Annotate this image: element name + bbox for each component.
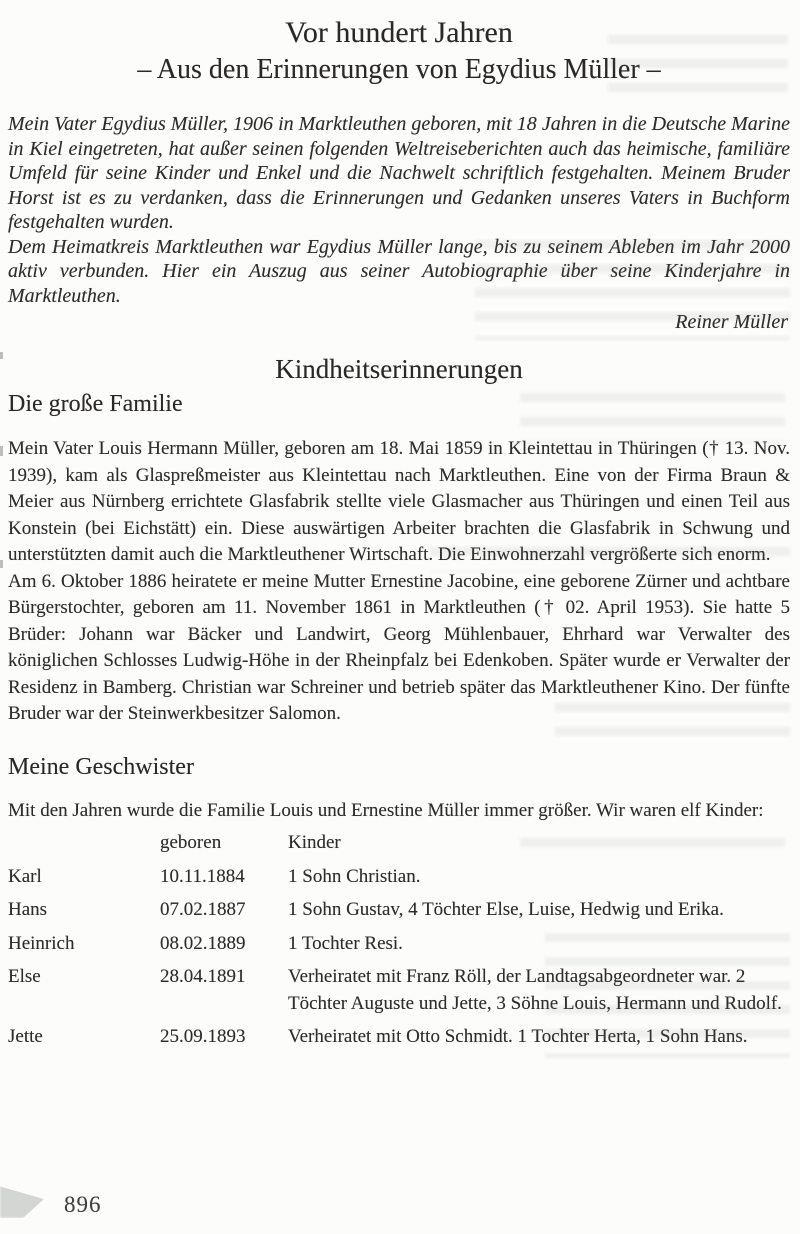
- scan-edge-artifact: [0, 446, 3, 456]
- siblings-header-born-cell: geboren: [160, 832, 222, 853]
- sibling-children-cell: 1 Sohn Christian.: [288, 865, 421, 887]
- siblings-table-header-row: [8, 830, 790, 864]
- sibling-name-cell: Hans: [8, 899, 48, 920]
- siblings-header-children-cell: Kinder: [288, 832, 341, 853]
- sibling-row: [8, 897, 790, 931]
- sibling-row: [8, 1024, 790, 1058]
- geschwister-intro-paragraph: Mit den Jahren wurde die Familie Louis und Ernestine Müller immer größer. Wir waren elf Kinder:: [8, 799, 764, 821]
- intro-paragraph-2: Dem Heimatkreis Marktleuthen war Egydius Müller lange, bis zu seinem Ableben im Jahr 2000 aktiv verbunden. Hier ein Auszug aus seiner Autobiographie über seine Kinderjahre in Marktleuthen.: [8, 235, 790, 307]
- siblings-table-body: [8, 864, 790, 1058]
- siblings-header-name-cell: [8, 830, 160, 864]
- sibling-name-cell: Jette: [8, 1026, 43, 1047]
- page-title: Vor hundert Jahren: [285, 16, 513, 49]
- section-heading-geschwister: Meine Geschwister: [8, 753, 194, 780]
- sibling-children-cell: Verheiratet mit Franz Röll, der Landtagsabgeordneter war. 2 Töchter Auguste und Jette, 3 Söhne Louis, Hermann und Rudolf.: [288, 966, 782, 1014]
- sibling-name-cell: Else: [8, 966, 41, 987]
- sibling-name-cell: Karl: [8, 865, 42, 887]
- sibling-children-cell: 1 Sohn Gustav, 4 Töchter Else, Luise, Hedwig und Erika.: [288, 899, 724, 920]
- sibling-children-cell: Verheiratet mit Otto Schmidt. 1 Tochter Herta, 1 Sohn Hans.: [288, 1026, 748, 1047]
- sibling-name-cell: Heinrich: [8, 932, 75, 954]
- familie-paragraph-2: Am 6. Oktober 1886 heiratete er meine Mutter Ernestine Jacobine, eine geborene Zürner und achtbare Bürgerstochter, geboren am 11. November 1861 in Marktleuthen († 02. April 1953). Sie hatte 5 Brüder: Johann war Bäcker und Landwirt, Georg Mühlenbauer, Ehrhard war Verwalter des königlichen Schlosses Ludwig-Höhe in der Rheinpfalz bei Edenkoben. Später wurde er Verwalter der Residenz in Bamberg. Christian war Schreiner und betrieb später das Marktleuthener Kino. Der fünfte Bruder war der Steinwerkbesitzer Salomon.: [8, 570, 790, 724]
- section-heading-familie: Die große Familie: [8, 391, 183, 417]
- chapter-heading: Kindheitserinnerungen: [275, 354, 523, 384]
- sibling-born-cell: 08.02.1889: [160, 932, 246, 954]
- familie-body: [8, 436, 790, 728]
- geschwister-body: [8, 798, 790, 825]
- sibling-row: [8, 931, 790, 965]
- author-signature: Reiner Müller: [675, 311, 788, 333]
- sibling-born-cell: 10.11.1884: [160, 865, 245, 887]
- sibling-children-cell: 1 Tochter Resi.: [288, 932, 403, 954]
- sibling-born-cell: 28.04.1891: [160, 966, 246, 987]
- familie-paragraph-1: Mein Vater Louis Hermann Müller, geboren am 18. Mai 1859 in Kleintettau in Thüringen († 13. Nov. 1939), kam als Glaspreßmeister aus Kleintettau nach Marktleuthen. Eine von der Firma Braun & Meier aus Nürnberg errichtete Glasfabrik stellte viele Glasmacher aus Thüringen und einen Teil aus Konstein (bei Eichstätt) ein. Diese auswärtigen Arbeiter brachten die Glasfabrik in Schwung und unterstützten damit auch die Marktleuthener Wirtschaft. Die Einwohnerzahl vergrößerte sich enorm.: [8, 438, 790, 565]
- page-subtitle: – Aus den Erinnerungen von Egydius Müller –: [137, 54, 661, 85]
- intro-block: [8, 112, 790, 308]
- page-number: 896: [64, 1192, 102, 1217]
- sibling-row: [8, 964, 790, 1024]
- siblings-table: [8, 830, 790, 1058]
- sibling-born-cell: 25.09.1893: [160, 1026, 246, 1047]
- scan-edge-artifact: [0, 352, 3, 359]
- scan-smudge-artifact: [0, 1176, 44, 1218]
- sibling-row: [8, 864, 790, 898]
- scan-edge-artifact: [0, 560, 3, 568]
- intro-paragraph-1: Mein Vater Egydius Müller, 1906 in Marktleuthen geboren, mit 18 Jahren in die Deutsche Marine in Kiel eingetreten, hat außer seinen folgenden Weltreiseberichten auch das heimische, familiäre Umfeld für seine Kinder und Enkel und die Nachwelt schriftlich festgehalten. Meinem Bruder Horst ist es zu verdanken, dass die Erinnerungen und Gedanken unseres Vaters in Buchform festgehalten wurden.: [8, 113, 790, 233]
- sibling-born-cell: 07.02.1887: [160, 899, 246, 920]
